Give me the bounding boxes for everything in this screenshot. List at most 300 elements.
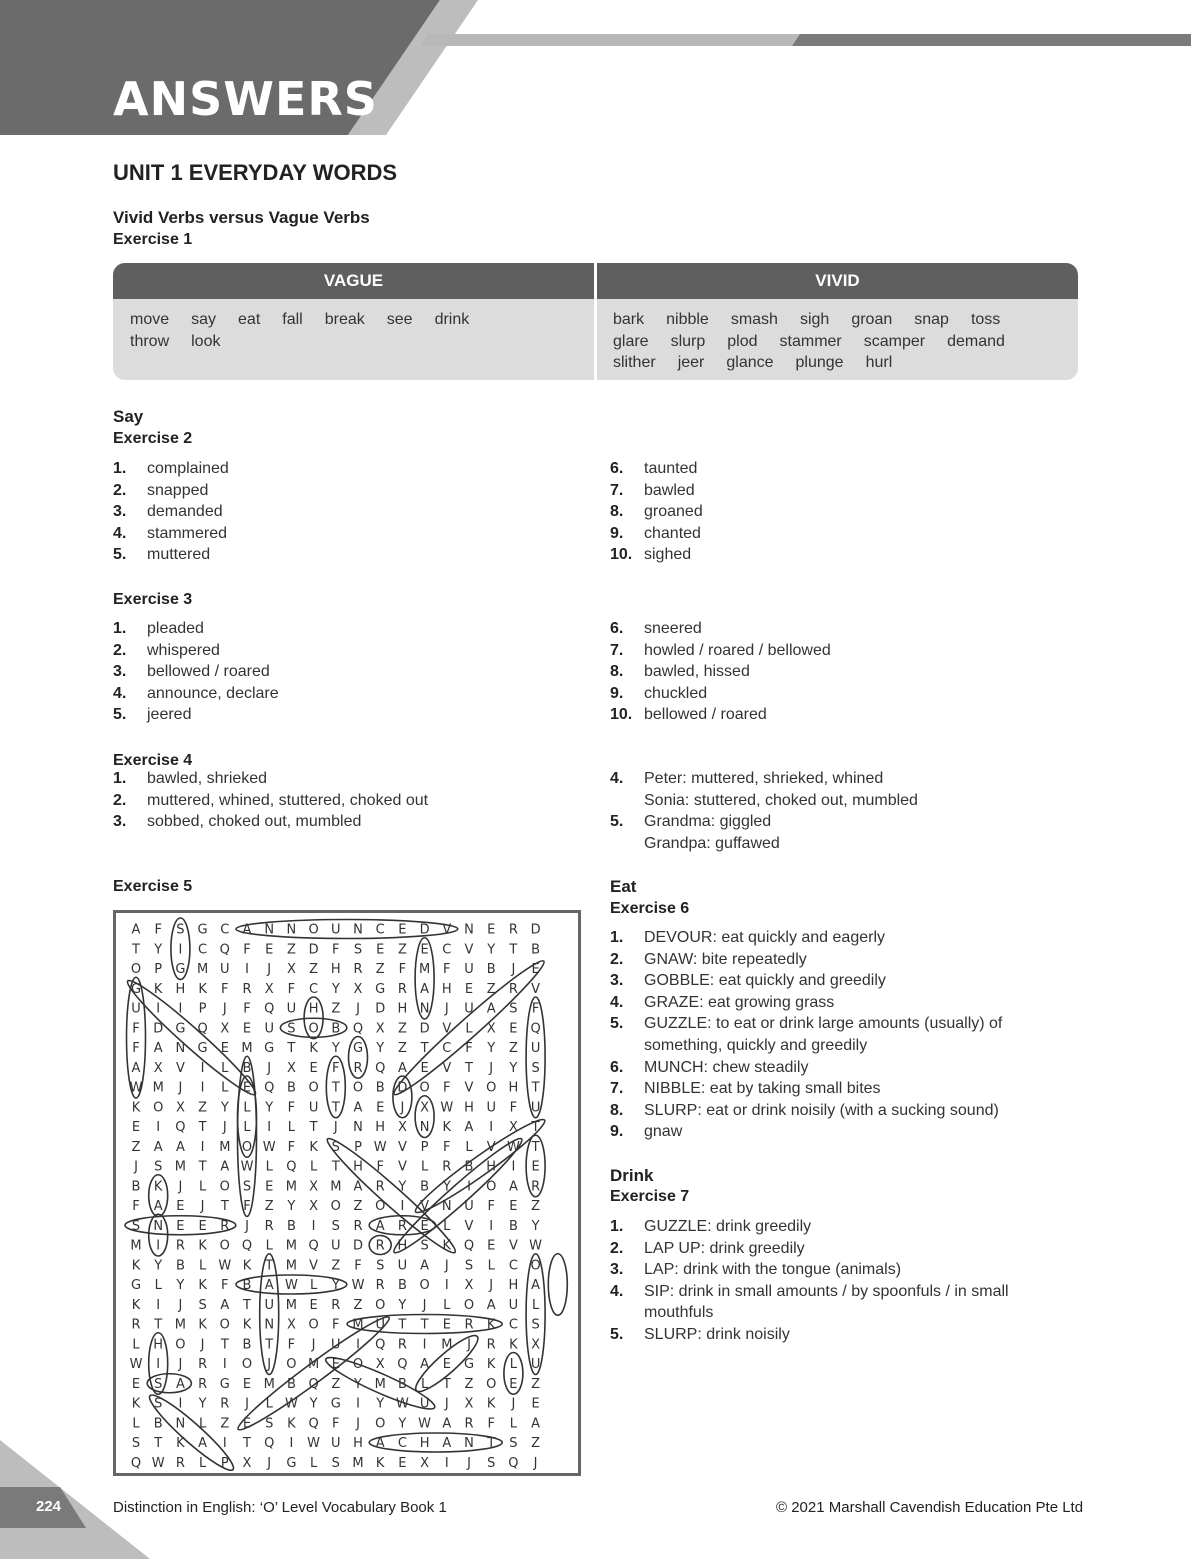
item-number: 6.	[610, 1058, 624, 1076]
grid-letter: Y	[509, 1060, 518, 1076]
list-item	[113, 480, 229, 502]
grid-letter: K	[198, 1317, 207, 1333]
grid-letter: L	[265, 1396, 273, 1412]
grid-letter: Y	[287, 1199, 296, 1214]
grid-letter: B	[175, 1258, 185, 1274]
grid-letter: S	[265, 1416, 274, 1432]
grid-letter: V	[442, 922, 452, 938]
list-item	[610, 640, 831, 662]
grid-letter: R	[397, 1218, 407, 1234]
grid-letter: T	[154, 1436, 163, 1451]
exercise-4-left-list	[113, 768, 428, 833]
grid-letter: A	[175, 1139, 185, 1155]
table-word: see	[386, 311, 413, 328]
grid-letter: E	[376, 1100, 385, 1116]
grid-letter: R	[464, 1416, 474, 1432]
list-item	[610, 523, 703, 545]
grid-letter: J	[511, 962, 516, 977]
grid-letter: R	[397, 1337, 407, 1353]
grid-letter: Y	[487, 942, 496, 958]
grid-letter: I	[200, 1060, 205, 1076]
grid-letter: O	[352, 1080, 364, 1096]
exercise-6-heading: Exercise 6	[610, 900, 690, 917]
grid-letter: T	[220, 1337, 229, 1353]
grid-letter: H	[175, 981, 186, 997]
item-number: 3.	[113, 663, 127, 681]
item-number: 3.	[610, 972, 624, 990]
grid-letter: N	[441, 1199, 452, 1214]
item-number: 1.	[113, 770, 127, 787]
table-word: bark	[613, 311, 645, 328]
grid-letter: K	[131, 1100, 141, 1116]
grid-letter: J	[178, 1297, 183, 1313]
grid-letter: L	[198, 1416, 207, 1432]
list-item: 4. Peter: muttered, shrieked, whined	[610, 770, 884, 787]
grid-letter: X	[464, 1278, 474, 1293]
grid-letter: O	[286, 1357, 297, 1372]
grid-letter: Z	[531, 1436, 541, 1451]
grid-letter: M	[241, 1041, 253, 1056]
grid-letter: R	[464, 1317, 474, 1333]
grid-letter: O	[241, 1357, 253, 1372]
grid-letter: O	[308, 1080, 319, 1096]
grid-letter: W	[506, 1139, 520, 1155]
grid-letter: W	[218, 1258, 232, 1274]
grid-letter: J	[533, 1455, 538, 1471]
grid-letter: T	[331, 1159, 340, 1175]
grid-letter: B	[242, 1278, 252, 1293]
grid-letter: B	[375, 1080, 385, 1096]
grid-letter: H	[464, 1100, 474, 1116]
vague-header: VAGUE	[113, 263, 594, 299]
grid-letter: I	[156, 1001, 161, 1017]
table-word: drink	[434, 311, 470, 328]
grid-letter: E	[398, 1455, 407, 1471]
grid-letter: V	[464, 942, 474, 958]
grid-letter: A	[353, 1100, 363, 1116]
grid-letter: N	[419, 1120, 430, 1135]
grid-letter: K	[131, 1396, 141, 1412]
grid-letter: X	[220, 1021, 230, 1037]
grid-letter: R	[131, 1317, 141, 1333]
grid-letter: F	[221, 1278, 229, 1293]
grid-letter: D	[419, 922, 430, 938]
item-text: whispered	[147, 641, 220, 659]
grid-letter: M	[196, 962, 209, 977]
grid-letter: N	[353, 1120, 363, 1135]
grid-letter: K	[198, 1278, 207, 1293]
grid-letter: I	[422, 1337, 427, 1353]
item-number: 8.	[610, 503, 624, 521]
grid-letter: F	[132, 1041, 140, 1056]
grid-letter: W	[262, 1139, 276, 1155]
grid-letter: F	[443, 1139, 451, 1155]
item-number: 10.	[610, 546, 633, 564]
grid-letter: J	[200, 1199, 205, 1214]
item-number: 9.	[610, 1123, 624, 1141]
grid-letter: N	[419, 1001, 430, 1017]
item-text: bellowed / roared	[147, 663, 270, 681]
item-text: sighed	[644, 546, 692, 564]
grid-letter: I	[467, 1179, 471, 1195]
grid-letter: A	[175, 1376, 185, 1392]
grid-letter: T	[531, 1139, 540, 1155]
table-word: hurl	[865, 354, 893, 371]
exercise-3-right-list	[610, 618, 831, 726]
grid-letter: K	[486, 1396, 496, 1412]
grid-letter: Y	[265, 1100, 274, 1116]
grid-letter: Y	[487, 1041, 496, 1056]
grid-letter: M	[352, 1455, 364, 1471]
table-word: groan	[851, 311, 893, 328]
grid-letter: H	[508, 1278, 519, 1293]
grid-letter: M	[418, 962, 431, 977]
list-item: 5. Grandma: giggled	[610, 813, 772, 831]
grid-letter: I	[245, 962, 249, 977]
grid-letter: Y	[376, 1396, 385, 1412]
grid-letter: E	[265, 1179, 274, 1195]
grid-letter: S	[331, 1218, 340, 1234]
grid-letter: Q	[241, 1238, 253, 1254]
item-text: announce, declare	[147, 684, 279, 702]
grid-letter: J	[356, 1416, 360, 1432]
grid-letter: X	[531, 1337, 541, 1353]
grid-letter: E	[464, 981, 474, 997]
grid-letter: M	[263, 1376, 275, 1392]
grid-letter: M	[330, 1179, 342, 1195]
grid-letter: F	[332, 1060, 340, 1076]
item-text: bellowed / roared	[644, 706, 767, 724]
grid-letter: I	[200, 1139, 205, 1155]
grid-letter: S	[176, 922, 185, 938]
grid-letter: U	[464, 1001, 474, 1017]
grid-letter: C	[397, 1436, 407, 1451]
grid-letter: R	[375, 1238, 385, 1254]
table-word: throw	[130, 332, 170, 350]
grid-letter: Z	[220, 1416, 230, 1432]
item-number: 4.	[113, 684, 127, 702]
grid-letter: Z	[531, 1199, 541, 1214]
grid-letter: J	[444, 1001, 449, 1017]
item-text: muttered, whined, stuttered, choked out	[147, 791, 429, 809]
grid-letter: O	[219, 1317, 230, 1333]
grid-letter: Y	[331, 1041, 340, 1056]
grid-letter: Z	[353, 1297, 363, 1313]
grid-letter: E	[376, 942, 385, 958]
vivid-header: VIVID	[597, 263, 1078, 299]
item-number: 7.	[610, 1080, 624, 1098]
grid-letter: I	[400, 1199, 405, 1214]
grid-letter: N	[264, 1317, 275, 1333]
list-item	[610, 1259, 1009, 1281]
grid-letter: S	[131, 1218, 141, 1234]
grid-letter: Z	[531, 1376, 541, 1392]
grid-letter: W	[240, 1159, 254, 1175]
grid-letter: U	[220, 962, 230, 977]
table-row	[613, 331, 1027, 353]
grid-letter: K	[198, 1238, 207, 1254]
grid-letter: G	[197, 922, 208, 938]
grid-letter: T	[198, 1159, 207, 1175]
grid-letter: Z	[331, 1001, 341, 1017]
grid-letter: D	[419, 1021, 430, 1037]
item-number: 7.	[610, 481, 624, 499]
item-number: 9.	[610, 684, 624, 702]
exercise-3-heading: Exercise 3	[113, 591, 193, 608]
grid-letter: A	[220, 1159, 230, 1175]
grid-letter: F	[398, 962, 407, 977]
list-item	[113, 683, 279, 705]
grid-letter: J	[222, 1120, 227, 1135]
grid-letter: H	[508, 1080, 519, 1096]
item-text: stammered	[147, 524, 228, 542]
grid-letter: I	[289, 1436, 294, 1451]
grid-letter: F	[509, 1100, 518, 1116]
grid-letter: B	[397, 1278, 407, 1293]
grid-letter: Z	[397, 942, 407, 958]
grid-letter: S	[376, 1258, 385, 1274]
grid-letter: Y	[442, 1179, 451, 1195]
grid-letter: E	[198, 1218, 207, 1234]
grid-letter: K	[153, 1179, 163, 1195]
grid-letter: O	[486, 1179, 497, 1195]
grid-letter: I	[156, 1238, 161, 1254]
grid-letter: I	[200, 1080, 205, 1096]
grid-letter: J	[511, 1396, 516, 1412]
grid-letter: T	[420, 1317, 429, 1333]
grid-letter: E	[531, 1396, 540, 1412]
grid-letter: E	[420, 1218, 429, 1234]
grid-letter: F	[376, 1159, 384, 1175]
grid-letter: E	[398, 922, 407, 938]
grid-letter: L	[487, 1258, 495, 1274]
grid-letter: M	[152, 1080, 164, 1096]
table-row	[613, 309, 1027, 331]
list-item	[610, 1100, 1002, 1122]
grid-letter: E	[509, 1021, 518, 1037]
table-word: slither	[613, 354, 656, 371]
grid-letter: E	[531, 1159, 540, 1175]
grid-letter: W	[440, 1100, 454, 1116]
grid-letter: T	[442, 1376, 451, 1392]
vague-words	[130, 309, 491, 352]
table-word: say	[191, 311, 217, 328]
grid-letter: L	[465, 1139, 473, 1155]
grid-letter: Z	[464, 1376, 474, 1392]
grid-letter: H	[419, 1436, 430, 1451]
grid-letter: R	[264, 1218, 274, 1234]
grid-letter: Y	[309, 1396, 318, 1412]
grid-letter: U	[131, 1001, 141, 1017]
item-text: jeered	[147, 706, 192, 724]
grid-letter: F	[132, 1199, 140, 1214]
grid-letter: V	[397, 1159, 407, 1175]
grid-letter: X	[175, 1100, 185, 1116]
item-text: howled / roared / bellowed	[644, 641, 831, 659]
grid-letter: J	[200, 1337, 205, 1353]
list-item	[113, 544, 229, 566]
grid-letter: O	[175, 1337, 186, 1353]
grid-letter: L	[198, 1179, 207, 1195]
grid-letter: F	[243, 942, 251, 958]
grid-letter: A	[486, 1297, 496, 1313]
grid-letter: H	[353, 1436, 363, 1451]
grid-letter: R	[531, 1179, 541, 1195]
grid-letter: J	[178, 1179, 183, 1195]
grid-letter: J	[356, 1001, 360, 1017]
list-item	[610, 949, 1002, 971]
grid-letter: L	[465, 1021, 473, 1037]
item-number: 2.	[113, 481, 127, 499]
grid-letter: H	[397, 1238, 408, 1254]
grid-letter: O	[330, 1199, 341, 1214]
list-item	[610, 927, 1002, 949]
grid-letter: T	[287, 1041, 296, 1056]
grid-letter: T	[487, 1436, 496, 1451]
grid-letter: U	[264, 1297, 274, 1313]
grid-letter: O	[530, 1258, 541, 1274]
item-text-continuation: mouthfuls	[644, 1304, 714, 1322]
table-word: stammer	[779, 332, 842, 350]
grid-letter: A	[486, 1001, 496, 1017]
list-item	[113, 618, 279, 640]
grid-letter: I	[489, 1218, 494, 1234]
item-number: 5.	[610, 1325, 624, 1343]
grid-letter: Y	[198, 1396, 207, 1412]
list-item	[610, 683, 831, 705]
grid-letter: F	[332, 1416, 340, 1432]
grid-letter: F	[487, 1416, 495, 1432]
list-item	[610, 970, 1002, 992]
grid-letter: I	[444, 1278, 449, 1293]
grid-letter: U	[331, 922, 341, 938]
grid-letter: Y	[398, 1297, 407, 1313]
item-number: 4.	[610, 1282, 624, 1300]
grid-letter: W	[307, 1436, 321, 1451]
column-divider	[594, 263, 597, 380]
table-word: glare	[613, 332, 649, 350]
grid-letter: O	[153, 1100, 164, 1116]
grid-letter: E	[509, 1199, 518, 1214]
grid-letter: E	[242, 1080, 252, 1096]
list-item	[610, 501, 703, 523]
grid-letter: S	[287, 1021, 296, 1037]
grid-letter: B	[153, 1416, 163, 1432]
grid-letter: Z	[397, 1041, 407, 1056]
table-row	[613, 352, 1027, 374]
grid-letter: K	[509, 1337, 518, 1353]
grid-letter: Q	[308, 1376, 319, 1392]
grid-letter: E	[176, 1218, 185, 1234]
grid-letter: T	[198, 1120, 207, 1135]
grid-letter: K	[486, 1357, 496, 1372]
list-item	[610, 661, 831, 683]
grid-letter: J	[311, 1337, 316, 1353]
grid-letter: F	[287, 981, 296, 997]
grid-letter: A	[264, 1278, 274, 1293]
grid-letter: R	[375, 1278, 385, 1293]
item-text-continuation: something, quickly and greedily	[644, 1036, 868, 1054]
grid-letter: A	[420, 981, 430, 997]
grid-letter: J	[134, 1159, 138, 1175]
grid-letter: Q	[175, 1120, 186, 1135]
grid-letter: N	[153, 1218, 164, 1234]
list-item	[610, 1216, 1009, 1238]
grid-letter: Q	[308, 1416, 319, 1432]
item-number: 7.	[610, 641, 624, 659]
grid-letter: U	[308, 1100, 319, 1116]
table-word: snap	[914, 311, 949, 328]
grid-letter: J	[267, 962, 272, 977]
grid-letter: X	[508, 1120, 518, 1135]
grid-letter: T	[420, 1041, 429, 1056]
item-text: SIP: drink in small amounts / by spoonfuls / in small	[644, 1282, 1009, 1300]
grid-letter: R	[508, 981, 518, 997]
grid-letter: A	[375, 1436, 385, 1451]
grid-letter: C	[220, 922, 230, 938]
grid-letter: U	[530, 1357, 541, 1372]
item-text: LAP UP: drink greedily	[644, 1239, 805, 1257]
list-item	[113, 523, 229, 545]
grid-letter: J	[467, 1337, 471, 1353]
grid-letter: H	[441, 981, 452, 997]
grid-letter: A	[442, 1436, 452, 1451]
item-number: 2.	[610, 1239, 624, 1257]
exercise-1-heading: Exercise 1	[113, 231, 193, 248]
grid-letter: Q	[308, 1238, 319, 1254]
grid-letter: X	[264, 981, 274, 997]
grid-letter: P	[220, 1455, 229, 1471]
section-heading-eat: Eat	[610, 877, 637, 896]
grid-letter: M	[441, 1337, 453, 1353]
grid-letter: L	[420, 1376, 429, 1392]
grid-letter: U	[331, 1238, 341, 1254]
grid-letter: R	[486, 1337, 496, 1353]
item-text: GUZZLE: to eat or drink large amounts (usually) of	[644, 1015, 1003, 1033]
grid-letter: H	[486, 1159, 497, 1175]
grid-letter: I	[178, 1396, 183, 1412]
grid-letter: Q	[219, 942, 230, 958]
grid-letter: E	[242, 1376, 252, 1392]
grid-letter: J	[333, 1120, 338, 1135]
grid-letter: B	[242, 1337, 252, 1353]
grid-letter: J	[245, 1396, 249, 1412]
grid-letter: S	[420, 1238, 429, 1254]
list-item	[113, 640, 279, 662]
grid-letter: G	[264, 1041, 275, 1056]
grid-letter: N	[175, 1416, 186, 1432]
item-text: SLURP: eat or drink noisily (with a sucking sound)	[644, 1101, 999, 1119]
grid-letter: Z	[375, 962, 385, 977]
grid-letter: V	[486, 1139, 496, 1155]
grid-letter: I	[356, 1396, 360, 1412]
grid-letter: S	[198, 1297, 207, 1313]
grid-letter: M	[307, 1357, 320, 1372]
grid-letter: J	[444, 1396, 449, 1412]
grid-letter: A	[420, 1357, 430, 1372]
grid-letter: I	[444, 1455, 449, 1471]
grid-letter: L	[132, 1337, 140, 1353]
grid-letter: N	[175, 1041, 186, 1056]
grid-letter: X	[486, 1021, 496, 1037]
grid-letter: Y	[331, 1278, 340, 1293]
grid-letter: L	[265, 1159, 273, 1175]
grid-letter: R	[198, 1376, 208, 1392]
item-number: 1.	[610, 929, 624, 946]
grid-letter: O	[308, 1021, 319, 1037]
grid-letter: X	[286, 1060, 296, 1076]
copyright: © 2021 Marshall Cavendish Education Pte Ltd	[776, 1499, 1084, 1516]
